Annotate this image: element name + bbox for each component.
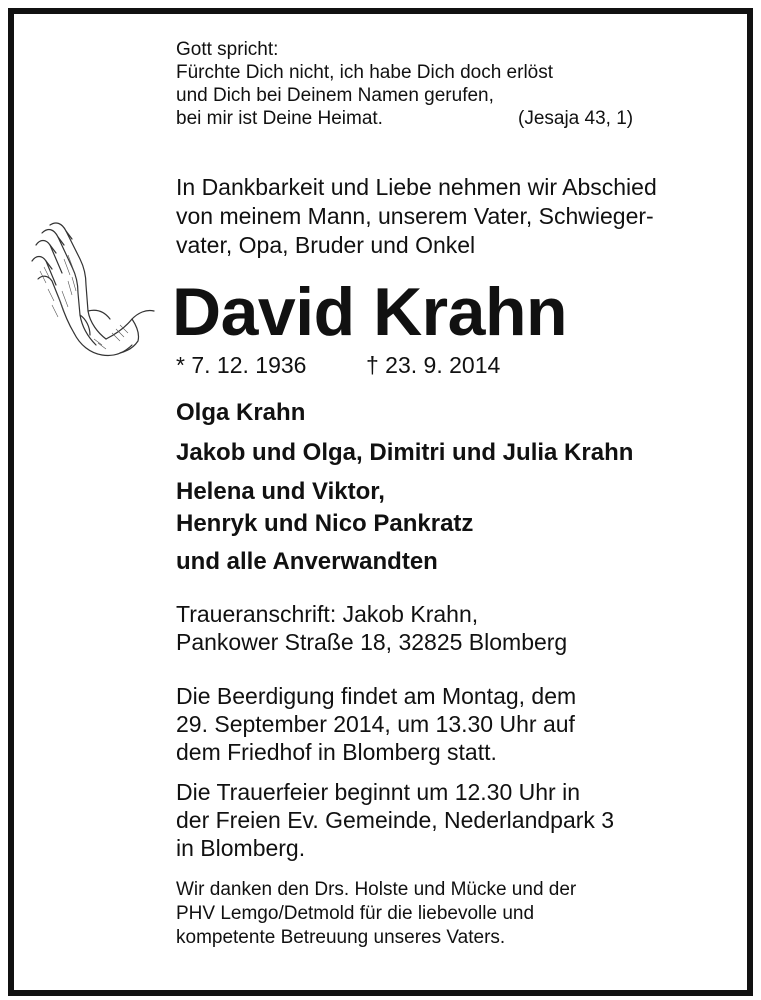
quote-line: Fürchte Dich nicht, ich habe Dich doch erlöst: [176, 62, 554, 83]
service-info: [176, 778, 614, 862]
death-date: † 23. 9. 2014: [366, 352, 501, 378]
quote-line: Gott spricht:: [176, 39, 279, 60]
mourner-line: Olga Krahn: [176, 399, 306, 426]
intro-line: In Dankbarkeit und Liebe nehmen wir Abschied: [176, 174, 657, 200]
service-line: der Freien Ev. Gemeinde, Nederlandpark 3: [176, 807, 615, 833]
intro-text: [176, 173, 657, 260]
funeral-line: 29. September 2014, um 13.30 Uhr auf: [176, 711, 575, 737]
service-line: Die Trauerfeier beginnt um 12.30 Uhr in: [176, 779, 580, 805]
thanks-text: [176, 878, 576, 950]
funeral-info: [176, 682, 576, 766]
mourner-line: Jakob und Olga, Dimitri und Julia Krahn: [176, 439, 634, 466]
quote-line-last: [176, 107, 634, 130]
funeral-line: dem Friedhof in Blomberg statt.: [176, 739, 497, 765]
thanks-line: PHV Lemgo/Detmold für die liebevolle und: [176, 903, 535, 924]
mourning-address: [176, 600, 567, 656]
intro-line: vater, Opa, Bruder und Onkel: [176, 232, 476, 258]
life-dates: [176, 351, 501, 379]
quote-line: bei mir ist Deine Heimat.: [176, 108, 383, 129]
intro-line: von meinem Mann, unserem Vater, Schwieger-: [176, 203, 654, 229]
mourner-line: Henryk und Nico Pankratz: [176, 510, 474, 537]
mourner-line: Helena und Viktor,: [176, 478, 385, 505]
praying-hands-icon: [28, 215, 158, 365]
funeral-line: Die Beerdigung findet am Montag, dem: [176, 683, 577, 709]
quote-line: und Dich bei Deinem Namen gerufen,: [176, 85, 494, 106]
quote-reference: (Jesaja 43, 1): [518, 108, 634, 129]
deceased-name: David Krahn: [172, 274, 568, 350]
mourner-line: und alle Anverwandten: [176, 548, 438, 575]
address-line: Pankower Straße 18, 32825 Blomberg: [176, 629, 568, 655]
thanks-line: Wir danken den Drs. Holste und Mücke und der: [176, 879, 577, 900]
birth-date: * 7. 12. 1936: [176, 352, 307, 378]
service-line: in Blomberg.: [176, 835, 306, 861]
thanks-line: kompetente Betreuung unseres Vaters.: [176, 927, 506, 948]
bible-quote: [176, 38, 634, 130]
address-line: Traueranschrift: Jakob Krahn,: [176, 601, 479, 627]
